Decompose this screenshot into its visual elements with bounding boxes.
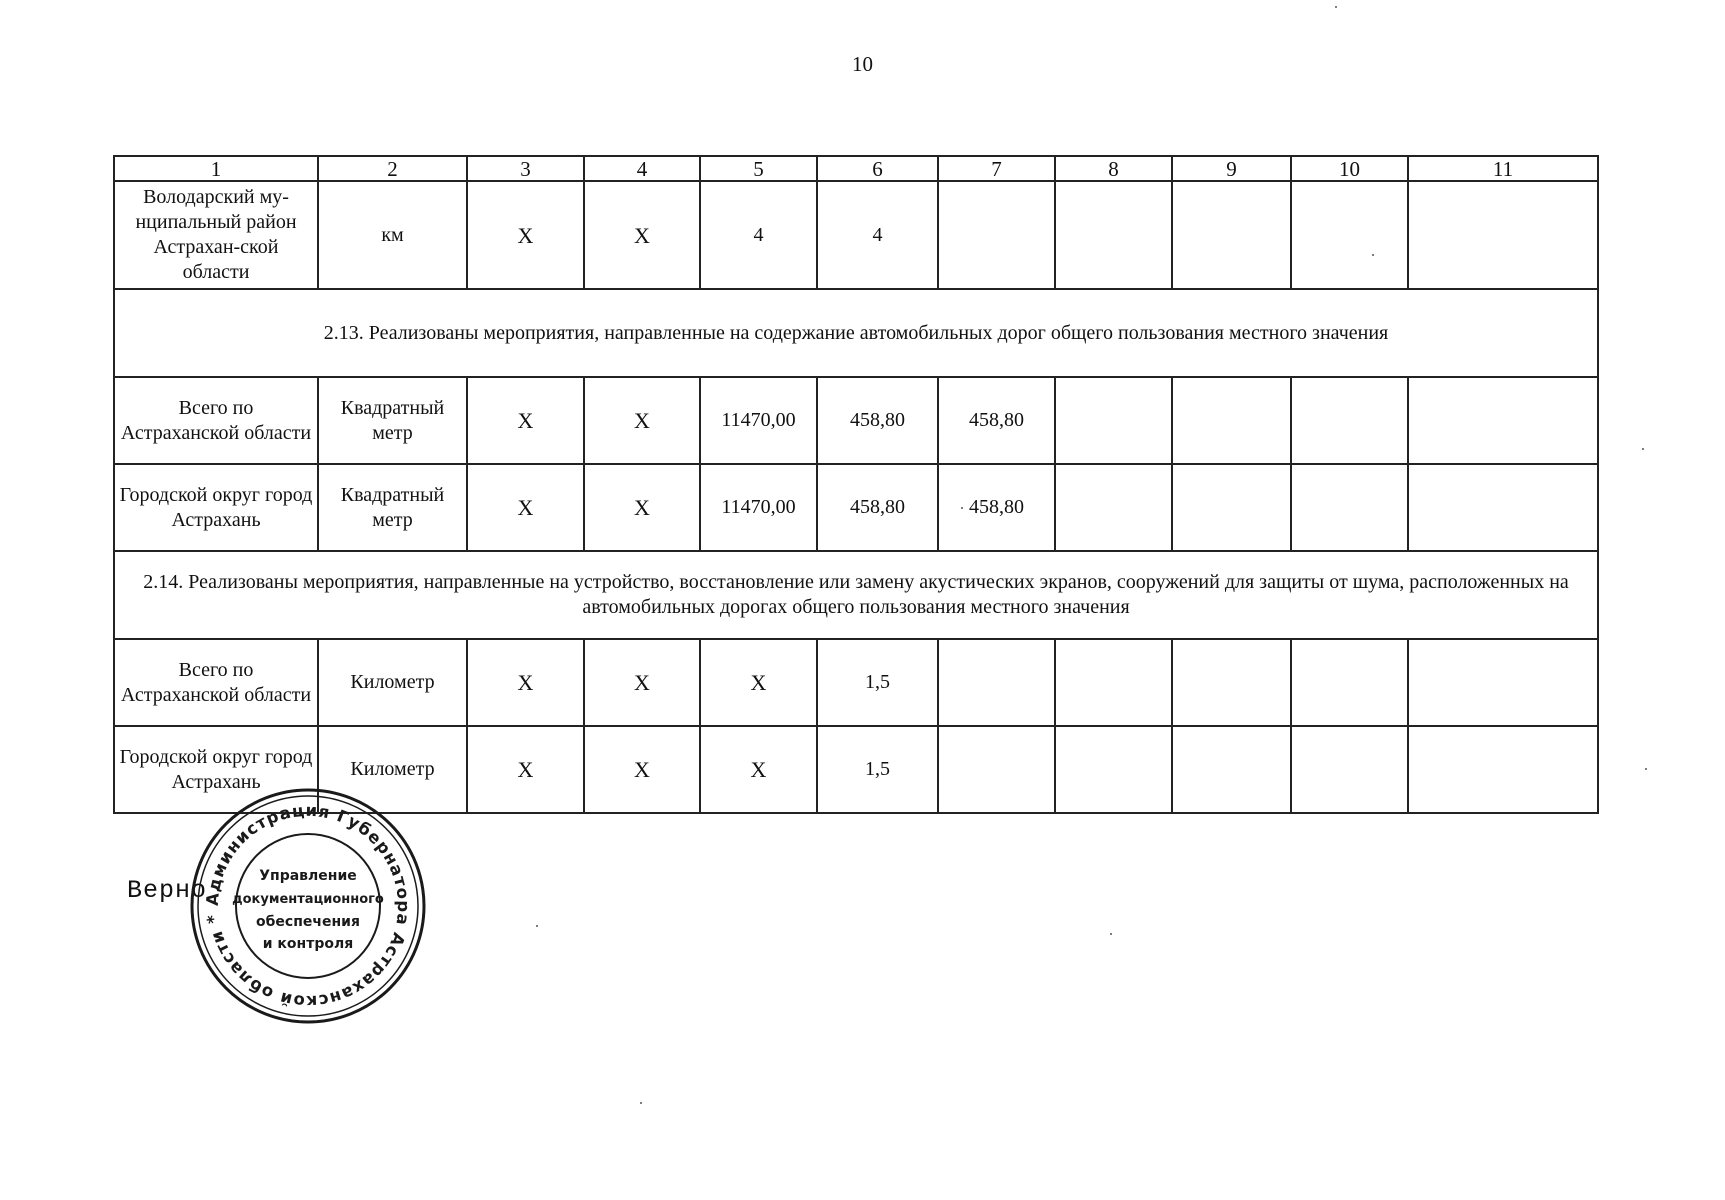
column-number: 2 bbox=[318, 156, 467, 181]
value-cell: X bbox=[584, 181, 700, 289]
value-cell: 4 bbox=[700, 181, 817, 289]
value-cell bbox=[1172, 726, 1291, 813]
section-heading-2-14: 2.14. Реализованы мероприятия, направленные на устройство, восстановление или замену акустических экранов, сооружений для защиты от шума, расположенных на автомобильных дорогах общего пользования местного значения bbox=[114, 551, 1598, 639]
scan-speck bbox=[961, 507, 963, 509]
value-cell bbox=[1055, 639, 1172, 726]
value-cell: 11470,00 bbox=[700, 377, 817, 464]
value-cell bbox=[1172, 639, 1291, 726]
value-cell bbox=[1055, 181, 1172, 289]
column-number: 1 bbox=[114, 156, 318, 181]
scan-speck bbox=[1372, 254, 1374, 256]
value-cell bbox=[938, 726, 1055, 813]
value-cell bbox=[1408, 726, 1598, 813]
column-number: 3 bbox=[467, 156, 584, 181]
column-number: 11 bbox=[1408, 156, 1598, 181]
value-cell bbox=[1055, 726, 1172, 813]
value-cell bbox=[1408, 377, 1598, 464]
value-cell bbox=[1055, 377, 1172, 464]
value-cell bbox=[1291, 726, 1408, 813]
territory-cell: Володарский му-нципальный район Астрахан-ской области bbox=[114, 181, 318, 289]
section-heading-2-13: 2.13. Реализованы мероприятия, направленные на содержание автомобильных дорог общего пользования местного значения bbox=[114, 289, 1598, 377]
unit-cell: Километр bbox=[318, 639, 467, 726]
value-cell: X bbox=[584, 726, 700, 813]
stamp-center-line: документационного bbox=[232, 892, 384, 907]
verno-label: Верно bbox=[127, 876, 208, 905]
value-cell bbox=[1172, 464, 1291, 551]
table-row bbox=[114, 464, 1598, 551]
value-cell bbox=[938, 181, 1055, 289]
territory-cell: Всего по Астраханской области bbox=[114, 377, 318, 464]
value-cell: X bbox=[467, 464, 584, 551]
scan-speck bbox=[536, 925, 538, 927]
table-row bbox=[114, 639, 1598, 726]
unit-cell: Квадратный метр bbox=[318, 377, 467, 464]
section-row bbox=[114, 289, 1598, 377]
value-cell: 458,80 bbox=[938, 377, 1055, 464]
value-cell: X bbox=[467, 639, 584, 726]
data-table bbox=[113, 155, 1599, 814]
unit-cell: км bbox=[318, 181, 467, 289]
value-cell bbox=[1055, 464, 1172, 551]
value-cell bbox=[1291, 181, 1408, 289]
stamp-ring-text-path: Администрация Губернатора Астраханской области * bbox=[202, 800, 414, 1012]
column-number-row bbox=[114, 156, 1598, 181]
stamp-center-line: обеспечения bbox=[256, 914, 360, 930]
value-cell bbox=[1172, 377, 1291, 464]
scan-speck bbox=[640, 1102, 642, 1104]
column-number: 7 bbox=[938, 156, 1055, 181]
column-number: 9 bbox=[1172, 156, 1291, 181]
value-cell: X bbox=[700, 726, 817, 813]
value-cell bbox=[1408, 464, 1598, 551]
value-cell bbox=[1408, 639, 1598, 726]
value-cell bbox=[1291, 377, 1408, 464]
territory-cell: Всего по Астраханской области bbox=[114, 639, 318, 726]
unit-cell: Километр bbox=[318, 726, 467, 813]
value-cell: 11470,00 bbox=[700, 464, 817, 551]
value-cell: 458,80 bbox=[938, 464, 1055, 551]
official-stamp bbox=[188, 786, 428, 1026]
value-cell bbox=[1291, 464, 1408, 551]
scan-speck bbox=[1642, 448, 1644, 450]
value-cell: X bbox=[467, 181, 584, 289]
table-row bbox=[114, 181, 1598, 289]
value-cell: 458,80 bbox=[817, 377, 938, 464]
value-cell bbox=[1172, 181, 1291, 289]
stamp-center-line: и контроля bbox=[262, 936, 354, 952]
value-cell: X bbox=[584, 377, 700, 464]
stamp-center-line: Управление bbox=[259, 868, 357, 884]
column-number: 8 bbox=[1055, 156, 1172, 181]
territory-cell: Городской округ город Астрахань bbox=[114, 726, 318, 813]
unit-cell: Квадратный метр bbox=[318, 464, 467, 551]
value-cell: X bbox=[700, 639, 817, 726]
value-cell: X bbox=[467, 726, 584, 813]
value-cell bbox=[938, 639, 1055, 726]
value-cell: X bbox=[467, 377, 584, 464]
value-cell bbox=[1408, 181, 1598, 289]
scan-speck bbox=[1110, 933, 1112, 935]
column-number: 5 bbox=[700, 156, 817, 181]
territory-cell: Городской округ город Астрахань bbox=[114, 464, 318, 551]
value-cell: 1,5 bbox=[817, 726, 938, 813]
table-row bbox=[114, 377, 1598, 464]
column-number: 10 bbox=[1291, 156, 1408, 181]
section-row bbox=[114, 551, 1598, 639]
value-cell: 1,5 bbox=[817, 639, 938, 726]
column-number: 4 bbox=[584, 156, 700, 181]
value-cell: X bbox=[584, 639, 700, 726]
value-cell: X bbox=[584, 464, 700, 551]
value-cell: 458,80 bbox=[817, 464, 938, 551]
value-cell: 4 bbox=[817, 181, 938, 289]
scan-speck bbox=[1335, 6, 1337, 8]
value-cell bbox=[1291, 639, 1408, 726]
column-number: 6 bbox=[817, 156, 938, 181]
page-number: 10 bbox=[852, 52, 873, 76]
scan-speck bbox=[1645, 768, 1647, 770]
